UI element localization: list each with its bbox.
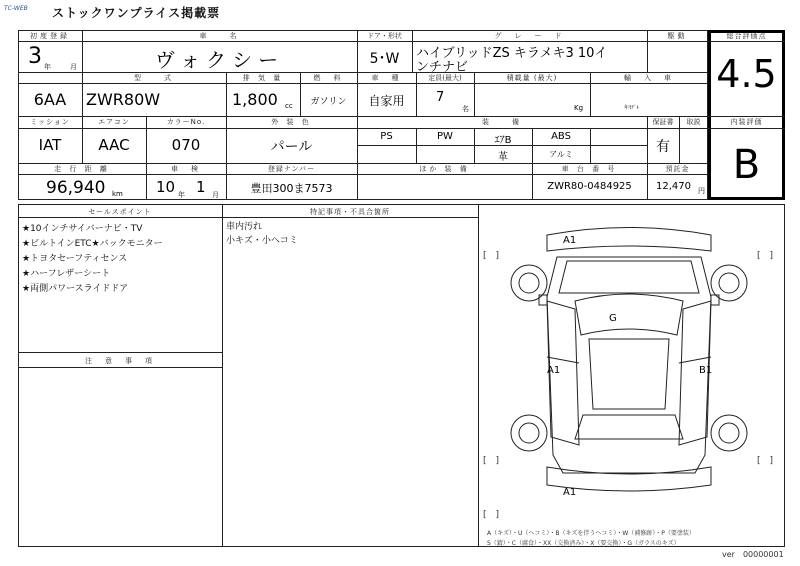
sales-point-list: [22, 222, 163, 297]
model-code: ZWR80W: [86, 90, 161, 109]
label-notes-title: 特記事項・不具合箇所: [310, 208, 390, 216]
mark-rear-bumper: A1: [563, 487, 577, 498]
inspection-month: 1: [196, 178, 206, 196]
label-model: 型 式: [134, 74, 174, 82]
list-item: ★ハーフレザーシート: [22, 269, 111, 279]
damage-legend: [487, 529, 695, 549]
mission-value: IAT: [38, 136, 62, 154]
equip-pw: PW: [437, 131, 453, 142]
legend-line: A（キズ）・U（ヘコミ）・B（キズを伴うヘコミ）・W（補修跡）・P（要塗装）: [487, 530, 695, 537]
list-item: 小キズ・小ヘコミ: [226, 236, 298, 246]
equip-airbag: ｴｱB: [494, 135, 512, 146]
month-unit: 月: [70, 63, 77, 71]
overall-grade-value: 4.5: [716, 52, 777, 96]
label-aircon: エアコン: [98, 118, 130, 126]
car-damage-diagram: [479, 205, 784, 527]
inspection-year: 10: [156, 178, 176, 196]
label-mission: ミッション: [30, 118, 70, 126]
label-doors: ドア・形状: [367, 32, 402, 40]
label-color-no: カラーNo.: [166, 118, 206, 126]
category-value: 自家用: [368, 94, 405, 108]
equip-leather: 革: [498, 152, 508, 163]
label-drive: 駆動: [667, 32, 688, 40]
bracket-bottom: [ ]: [483, 510, 500, 520]
bracket-front-right: [ ]: [757, 251, 774, 261]
bracket-rear-left: [ ]: [483, 456, 500, 466]
doors-value: 5･W: [369, 51, 400, 67]
label-import: 輸 入 車: [624, 74, 674, 82]
color-no-value: 070: [171, 136, 201, 154]
label-warranty: 保証書: [652, 118, 674, 126]
bracket-front-left: [ ]: [483, 251, 500, 261]
label-overall-grade: 総合評価点: [726, 32, 767, 40]
inspection-notes: [226, 220, 298, 248]
bracket-rear-right: [ ]: [757, 456, 774, 466]
list-item: ★ビルトインETC★バックモニター: [22, 239, 163, 249]
label-capacity: 定員(最大): [428, 74, 462, 82]
grade-line-2: ンチナビ: [416, 60, 469, 75]
capacity-unit: 名: [462, 105, 469, 113]
displacement-unit: cc: [285, 102, 293, 110]
inspection-month-unit: 月: [212, 191, 219, 199]
equip-ps: PS: [380, 131, 393, 142]
label-sales-point: セールスポイント: [88, 208, 152, 216]
aircon-value: AAC: [98, 136, 130, 154]
label-car-name: 車 名: [199, 32, 240, 40]
car-name: ヴォクシー: [154, 48, 285, 72]
label-grade: グ レ ー ド: [494, 32, 565, 40]
label-mileage: 走 行 距 離: [54, 165, 110, 173]
mark-front-bumper: A1: [563, 235, 577, 246]
label-equipment: 装 備: [482, 118, 522, 126]
label-fuel: 燃 料: [313, 74, 344, 82]
capacity-value: 7: [436, 90, 445, 105]
displacement-value: 1,800: [232, 90, 278, 109]
exterior-value: パール: [270, 139, 313, 155]
mark-left-side: A1: [547, 365, 561, 376]
list-item: 車内汚れ: [226, 222, 263, 232]
model-prefix: 6AA: [33, 90, 67, 109]
mark-right-side: B1: [699, 365, 713, 376]
legend-line: S（錆）・C（腐食）・XX（交換済み）・X（要交換）・G（ガラスのキズ）: [487, 540, 680, 547]
label-other-equip: ほか 装 備: [419, 165, 470, 173]
equip-alumi: アルミ: [549, 150, 573, 159]
label-load: 積載量 (最大): [506, 74, 558, 82]
chassis-value: ZWR80-0484925: [547, 181, 632, 192]
label-inspection: 車 検: [171, 165, 201, 173]
label-category: 車 種: [371, 74, 402, 82]
label-remarks: 注 意 事 項: [85, 357, 155, 365]
label-plate: 登録ナンバー: [267, 165, 316, 173]
fuel-value: ガソリン: [310, 97, 347, 107]
list-item: ★トヨタセーフティセンス: [22, 254, 128, 264]
label-manual: 取説: [686, 118, 701, 126]
grade-line-1: ハイブリッドZS キラメキ3 10イ: [416, 46, 608, 61]
recycle-unit: 円: [698, 187, 705, 195]
logo: TC-WEB: [4, 5, 28, 12]
version-label: ver 00000001: [722, 550, 784, 559]
load-unit: Kg: [574, 104, 584, 112]
list-item: ★両側パワースライドドア: [22, 284, 129, 294]
interior-grade-value: B: [732, 142, 761, 188]
mileage-unit: km: [112, 190, 123, 198]
mileage-value: 96,940: [46, 178, 106, 198]
label-first-reg: 初度登録: [30, 32, 70, 40]
plate-value: 豊田300ま7573: [250, 182, 333, 195]
year-unit: 年: [44, 63, 51, 71]
list-item: ★10インチサイバーナビ・TV: [22, 224, 143, 234]
inspection-year-unit: 年: [178, 191, 185, 199]
label-interior-grade: 内装評価: [730, 118, 763, 126]
recycle-value: 12,470: [656, 181, 691, 192]
label-exterior: 外 装 色: [271, 118, 312, 126]
equip-abs: ABS: [551, 131, 571, 142]
label-recycle: 預託金: [665, 165, 690, 173]
import-unit: 年ﾓﾃﾞﾙ: [624, 105, 640, 111]
first-reg-year: 3: [28, 44, 42, 69]
warranty-value: 有: [656, 139, 670, 155]
label-displacement: 排 気 量: [242, 74, 284, 82]
page-title: ストックワンプライス掲載票: [52, 6, 221, 20]
label-chassis: 車 台 番 号: [561, 165, 618, 173]
mark-glass: G: [609, 313, 617, 324]
